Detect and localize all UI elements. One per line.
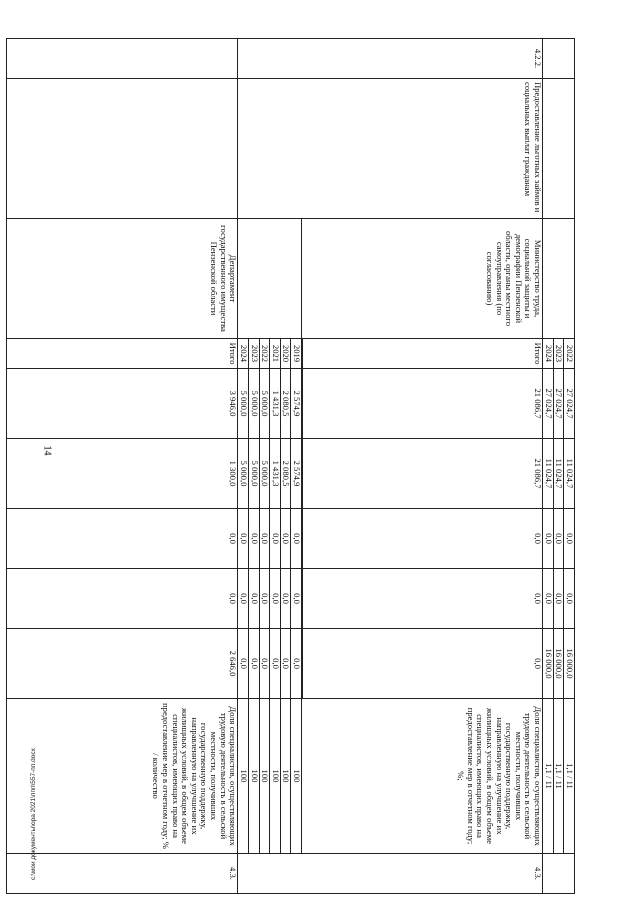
page-number: 14 bbox=[41, 445, 53, 456]
table-row: 2022 27 024,7 11 024,7 0,0 0,0 16 000,0 1,1 / 11 bbox=[564, 39, 575, 894]
table-row: 2022 5 000,0 5 000,0 0,0 0,0 0,0 100 bbox=[259, 39, 270, 894]
executor: Департамент государственного имущества Пензенской области bbox=[7, 219, 238, 339]
table-row: 2023 27 024,7 11 024,7 0,0 0,0 16 000,0 1,1 / 11 bbox=[553, 39, 564, 894]
program-table bbox=[6, 38, 575, 894]
row-number: 4.2.2. bbox=[238, 39, 543, 79]
rotated-table-wrapper bbox=[85, 38, 575, 880]
ref: 4.3. bbox=[238, 854, 543, 894]
indicator: Доля специалистов, осуществляющих трудовую деятельность в сельской местности, получивших государственную поддержку, направленную на улучшение их жилищных условий, в общем объеме специалистов, имеющих право на предоставление мер в отчетном году; % / количество bbox=[7, 699, 238, 854]
table-row: 2019 2 574,9 2 574,9 0,0 0,0 0,0 100 bbox=[291, 39, 302, 894]
table-row: 2020 2 080,5 2 080,5 0,0 0,0 0,0 100 bbox=[280, 39, 291, 894]
indicator: Доля специалистов, осуществляющих трудовую деятельность в сельской местности, получивших государственную поддержку, направленную на улучшение их жилищных условий, в общем объеме специалистов, имеющих право на предоставление мер в отчетном году; %; bbox=[302, 699, 543, 854]
table-row: 4.2.2. Предоставление льготных займов и социальных выплат гражданам Министерство труда, социальной защиты и демографии Пензенской области, органы местного самоуправления (по согласованию) Итого 21 086,7 21 086,7 0,0 0,0 0,0 Доля специалистов, осуществляющих трудовую деятельность в сельской местности, получивших государственную поддержку, направленную на улучшение их жилищных условий, в общем объеме специалистов, имеющих право на предоставление мер в отчетном году; %; 4.3. bbox=[303, 39, 543, 894]
table-row: 2021 1 431,3 1 431,3 0,0 0,0 0,0 100 bbox=[270, 39, 281, 894]
ref: 4.3. bbox=[7, 854, 238, 894]
table-row: 2023 5 000,0 5 000,0 0,0 0,0 0,0 100 bbox=[249, 39, 260, 894]
measure-name: Предоставление льготных займов и социальных выплат гражданам bbox=[238, 79, 543, 219]
table-row: 2024 5 000,0 5 000,0 0,0 0,0 0,0 100 bbox=[238, 39, 249, 894]
table-row: 2024 27 024,7 11 024,7 0,0 0,0 16 000,0 1,1 / 11 bbox=[543, 39, 554, 894]
executor: Министерство труда, социальной защиты и демографии Пензенской области, органы местного самоуправления (по согласованию) bbox=[302, 219, 543, 339]
table-row: Департамент государственного имущества Пензенской области Итого 3 946,0 1 300,0 0,0 0,0 2 646,0 Доля специалистов, осуществляющих трудовую деятельность в сельской местности, получивших государственную поддержку, направленную на улучшение их жилищных условий, в общем объеме специалистов, имеющих право на предоставление мер в отчетном году; % / количество 4.3. bbox=[7, 39, 238, 894]
footer-path: c:\мои документы\ора 2021\ппп\557-пп.docx bbox=[30, 748, 37, 880]
